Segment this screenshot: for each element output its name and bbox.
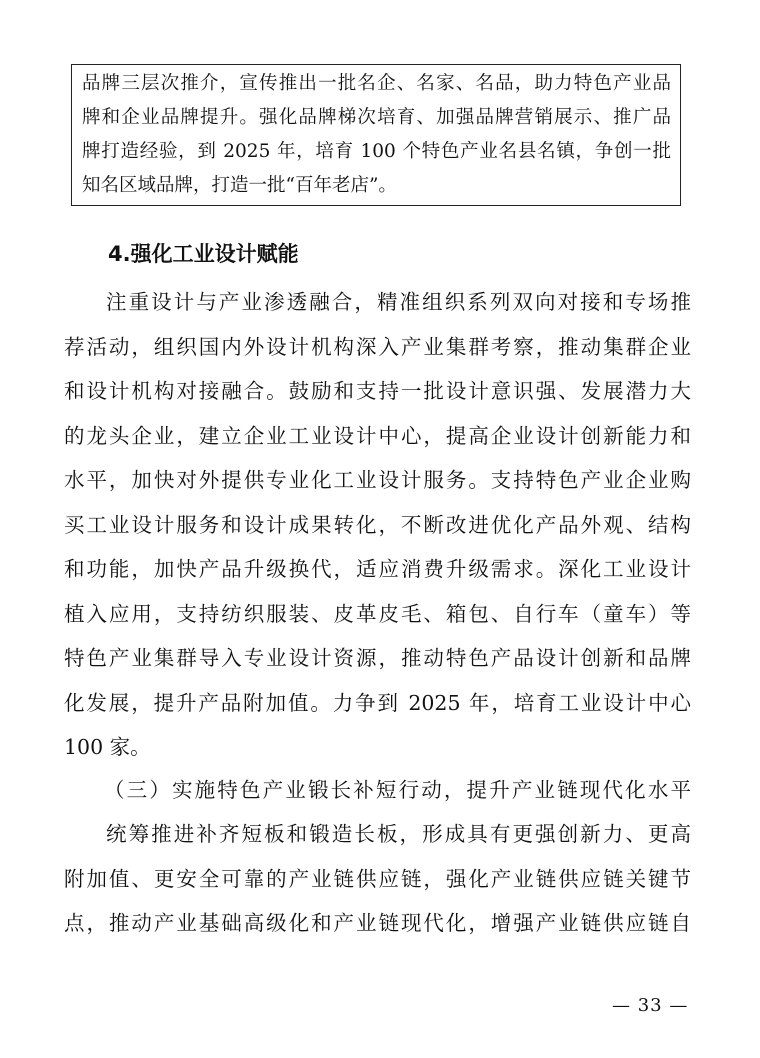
paragraph-line: 附加值、更安全可靠的产业链供应链，强化产业链供应链关键节 [64, 866, 691, 891]
boxed-text-line: 牌打造经验，到 2025 年，培育 100 个特色产业名县名镇，争创一批 [82, 141, 671, 162]
paragraph-line: 的龙头企业，建立企业工业设计中心，提高企业设计创新能力和 [64, 423, 691, 448]
paragraph-line: 买工业设计服务和设计成果转化，不断改进优化产品外观、结构 [64, 512, 691, 537]
paragraph-line: 植入应用，支持纺织服装、皮革皮毛、箱包、自行车（童车）等 [64, 601, 691, 626]
boxed-text-line: 品牌三层次推介，宣传推出一批名企、名家、名品，助力特色产业品 [82, 73, 671, 94]
paragraph-line: 点，推动产业基础高级化和产业链现代化，增强产业链供应链自 [64, 911, 691, 935]
paragraph-line: 统筹推进补齐短板和锻造长板，形成具有更强创新力、更高 [106, 822, 691, 846]
section-heading: 4.强化工业设计赋能 [108, 242, 299, 266]
paragraph-line: 化发展，提升产品附加值。力争到 2025 年，培育工业设计中心 [64, 690, 691, 715]
boxed-text-line: 牌和企业品牌提升。强化品牌梯次培育、加强品牌营销展示、推广品 [82, 107, 671, 128]
paragraph-2 [64, 812, 691, 946]
paragraph-line: 注重设计与产业渗透融合，精准组织系列双向对接和专场推 [106, 290, 691, 314]
subsection-heading: （三）实施特色产业锻长补短行动，提升产业链现代化水平 [104, 778, 691, 802]
page-number: — 33 — [612, 995, 689, 1016]
boxed-text-line: 知名区域品牌，打造一批“百年老店”。 [82, 175, 397, 196]
paragraph-line: 100 家。 [64, 735, 151, 759]
paragraph-line: 特色产业集群导入专业设计资源，推动特色产品设计创新和品牌 [64, 646, 691, 670]
paragraph-1 [64, 280, 691, 770]
paragraph-line: 荐活动，组织国内外设计机构深入产业集群考察，推动集群企业 [64, 334, 691, 359]
paragraph-line: 和功能，加快产品升级换代，适应消费升级需求。深化工业设计 [64, 557, 691, 581]
paragraph-line: 和设计机构对接融合。鼓励和支持一批设计意识强、发展潜力大 [64, 379, 691, 403]
paragraph-line: 水平，加快对外提供专业化工业设计服务。支持特色产业企业购 [64, 468, 691, 492]
boxed-text [71, 64, 681, 206]
